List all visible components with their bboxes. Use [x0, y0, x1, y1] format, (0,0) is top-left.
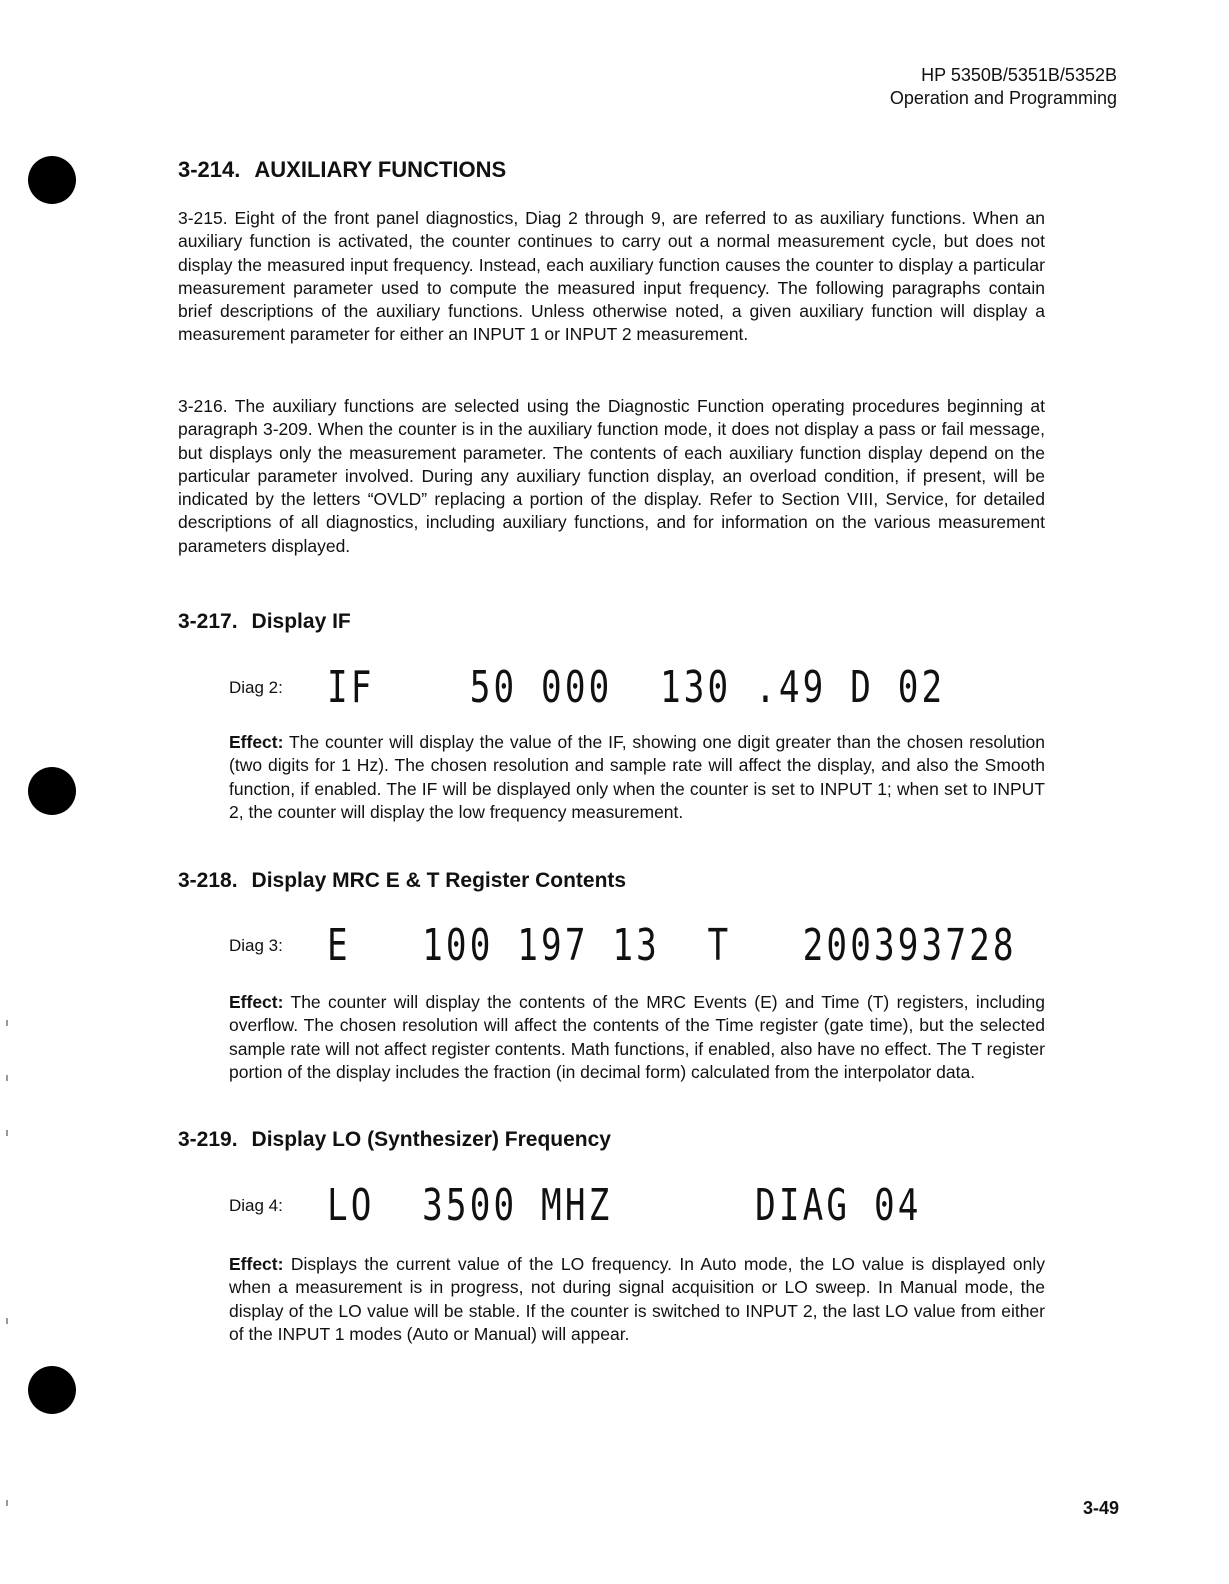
binder-hole-middle [28, 767, 76, 815]
subsection-title: Display LO (Synthesizer) Frequency [251, 1128, 611, 1151]
section-heading [178, 157, 506, 183]
subsection-number: 3-218. [178, 869, 238, 892]
diag-2-label: Diag 2: [229, 678, 283, 697]
effect-label: Effect: [229, 992, 284, 1012]
subsection-heading-3-219 [178, 1128, 611, 1152]
binder-hole-bottom [28, 1366, 76, 1414]
running-header [890, 64, 1117, 110]
diag-2-effect [229, 731, 1045, 824]
diag-2-display: IF 50 000 130 .49 D 02 [327, 662, 946, 713]
subsection-title: Display IF [251, 610, 351, 633]
effect-text: The counter will display the value of the IF, showing one digit greater than the chosen resolution (two digits for 1 Hz). The chosen resolution and sample rate will affect the display, and also the Smooth function, if enabled. The IF will be displayed only when the counter is set to INPUT 1; when set to INPUT 2, the counter will display the low frequency measurement. [229, 732, 1045, 822]
effect-text: The counter will display the contents of the MRC Events (E) and Time (T) registers, including overflow. The chosen resolution will affect the contents of the Time register (gate time), but the selected sample rate will not affect register contents. Math functions, if enabled, also have no effect. The T register portion of the display includes the fraction (in decimal form) calculated from the interpolator data. [229, 992, 1045, 1082]
diag-3-display: E 100 197 13 T 200393728 [327, 920, 1017, 971]
effect-label: Effect: [229, 732, 284, 752]
subsection-number: 3-219. [178, 1128, 238, 1151]
page-number: 3-49 [1082, 1498, 1119, 1518]
subsection-title: Display MRC E & T Register Contents [251, 869, 627, 892]
subsection-heading-3-218 [178, 869, 626, 893]
header-model: HP 5350B/5351B/5352B [921, 65, 1117, 85]
diag-4-label: Diag 4: [229, 1196, 283, 1215]
margin-mark [6, 1318, 8, 1324]
subsection-number: 3-217. [178, 610, 238, 633]
diag-4-effect [229, 1253, 1045, 1346]
margin-mark [6, 1020, 8, 1026]
margin-mark [6, 1075, 8, 1081]
paragraph-3-215: 3-215. Eight of the front panel diagnostics, Diag 2 through 9, are referred to as auxiliary functions. When an auxiliary function is activated, the counter continues to carry out a normal measurement cycle, but does not display the measured input frequency. Instead, each auxiliary function causes the counter to display a particular measurement parameter used to compute the measured input frequency. The following paragraphs contain brief descriptions of the auxiliary functions. Unless otherwise noted, a given auxiliary function will display a measurement parameter for either an INPUT 1 or INPUT 2 measurement. [178, 208, 1045, 345]
section-number: 3-214. [178, 157, 241, 182]
header-subtitle: Operation and Programming [889, 88, 1117, 108]
diag-3-label: Diag 3: [229, 936, 283, 955]
binder-hole-top [28, 156, 76, 204]
margin-mark [6, 1500, 8, 1506]
subsection-heading-3-217 [178, 610, 351, 634]
margin-mark [6, 1130, 8, 1136]
diag-4-display: LO 3500 MHZ DIAG 04 [327, 1180, 922, 1231]
paragraph-3-216: 3-216. The auxiliary functions are selected using the Diagnostic Function operating procedures beginning at paragraph 3-209. When the counter is in the auxiliary function mode, it does not display a pass or fail message, but displays only the measurement parameter. The contents of each auxiliary function display depend on the particular parameter involved. During any auxiliary function display, an overload condition, if present, will be indicated by the letters “OVLD” replacing a portion of the display. Refer to Section VIII, Service, for detailed descriptions of all diagnostics, including auxiliary functions, and for information on the various measurement parameters displayed. [178, 396, 1045, 556]
section-title: AUXILIARY FUNCTIONS [254, 157, 507, 182]
diag-3-effect [229, 991, 1045, 1084]
effect-text: Displays the current value of the LO frequency. In Auto mode, the LO value is displayed only when a measurement is in progress, not during signal acquisition or LO sweep. In Manual mode, the display of the LO value will be stable. If the counter is switched to INPUT 2, the last LO value from either of the INPUT 1 modes (Auto or Manual) will appear. [229, 1254, 1045, 1344]
effect-label: Effect: [229, 1254, 284, 1274]
